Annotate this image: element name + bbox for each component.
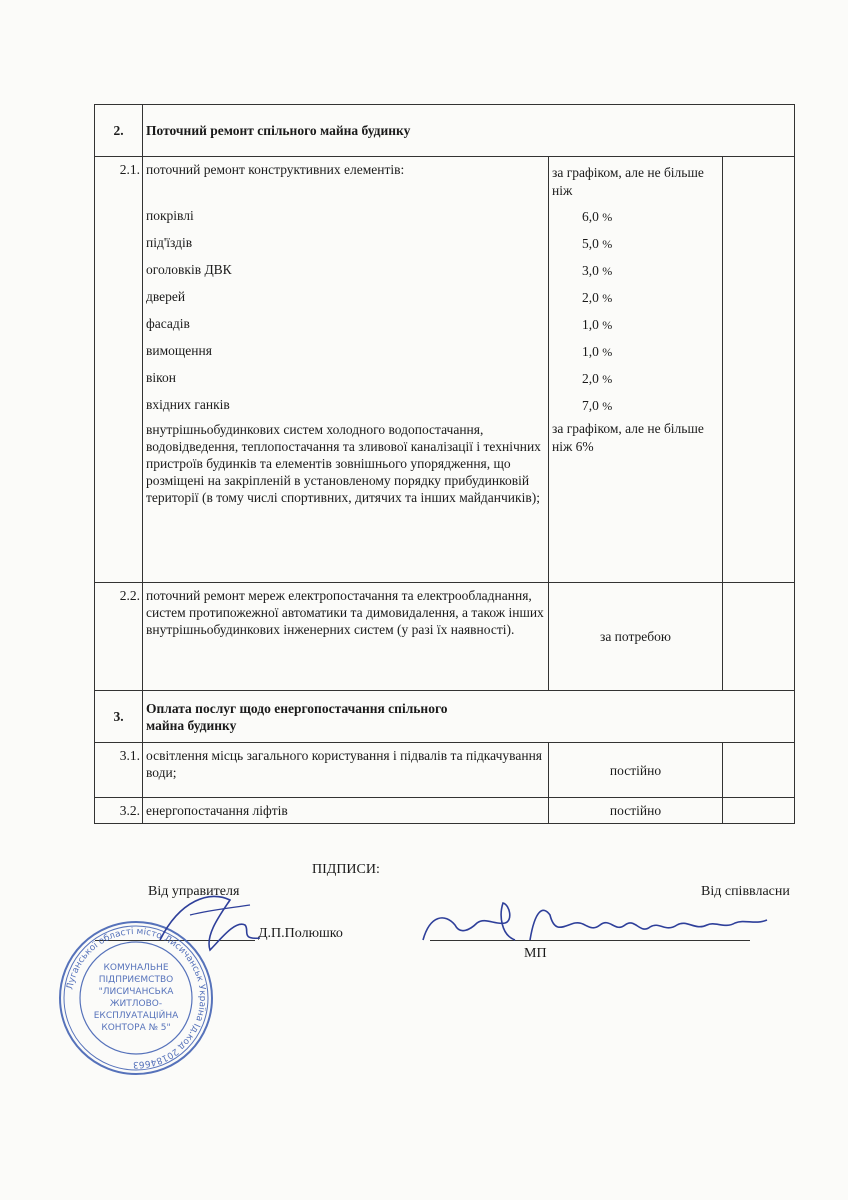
row-number: 3.2. xyxy=(95,798,143,824)
list-item: покрівлі xyxy=(146,208,194,223)
systems-frequency: за графіком, але не більше ніж 6% xyxy=(552,421,704,454)
mp-label: МП xyxy=(524,946,547,961)
row-frequency: за потребою xyxy=(549,583,723,691)
section-title xyxy=(143,691,795,743)
table-row-2-1 xyxy=(95,157,795,583)
section-3-header-row xyxy=(95,691,795,743)
table-row-3-2 xyxy=(95,798,795,824)
percent-value: 5,0 % xyxy=(582,236,613,251)
empty-cell xyxy=(723,583,795,691)
svg-text:Луганської області місто Лис: Луганської області місто Лисичанськ Україна Ід.код 20184663 xyxy=(65,926,208,1070)
svg-text:"ЛИСИЧАНСЬКА: "ЛИСИЧАНСЬКА xyxy=(98,987,174,997)
row-description: поточний ремонт мереж електропостачання та електрообладнання, систем протипожежної автоматики та димовидалення, а також інших внутрішньобудинкових інженерних систем (у разі їх наявності). xyxy=(143,583,549,691)
empty-cell xyxy=(723,743,795,798)
row-number: 3.1. xyxy=(95,743,143,798)
section-number: 3. xyxy=(95,691,143,743)
list-item: фасадів xyxy=(146,316,190,331)
list-item: дверей xyxy=(146,289,186,304)
row-number: 2.2. xyxy=(95,583,143,691)
list-item: оголовків ДВК xyxy=(146,262,232,277)
section-number: 2. xyxy=(95,105,143,157)
list-item: під'їздів xyxy=(146,235,193,250)
svg-text:ПІДПРИЄМСТВО: ПІДПРИЄМСТВО xyxy=(98,975,174,985)
table-row-2-2 xyxy=(95,583,795,691)
row-intro: поточний ремонт конструктивних елементів: xyxy=(146,162,405,177)
services-table xyxy=(94,104,795,824)
list-item: вікон xyxy=(146,370,176,385)
empty-cell xyxy=(723,157,795,583)
svg-text:КОМУНАЛЬНЕ: КОМУНАЛЬНЕ xyxy=(103,963,169,973)
percent-value: 2,0 % xyxy=(582,290,613,305)
percent-value: 1,0 % xyxy=(582,344,613,359)
percent-value: 3,0 % xyxy=(582,263,613,278)
row-description: енергопостачання ліфтів xyxy=(143,798,549,824)
row-frequency: постійно xyxy=(549,798,723,824)
row-description: освітлення місць загального користування і підвалів та підкачування води; xyxy=(143,743,549,798)
svg-text:КОНТОРА № 5": КОНТОРА № 5" xyxy=(101,1023,171,1033)
owner-signature xyxy=(415,895,775,955)
percent-value: 1,0 % xyxy=(582,317,613,332)
manager-signature xyxy=(150,880,270,960)
table-row-3-1 xyxy=(95,743,795,798)
percent-value: 2,0 % xyxy=(582,371,613,386)
section-title-line: майна будинку xyxy=(146,717,237,733)
owners-label: Від співвласни xyxy=(701,884,790,899)
list-item: вимощення xyxy=(146,343,212,358)
row-number: 2.1. xyxy=(95,157,143,583)
percent-value: 6,0 % xyxy=(582,209,613,224)
manager-name: Д.П.Полюшко xyxy=(258,926,343,941)
section-title-line: Оплата послуг щодо енергопостачання спільного xyxy=(146,700,448,716)
svg-text:ЕКСПЛУАТАЦІЙНА: ЕКСПЛУАТАЦІЙНА xyxy=(93,1011,179,1021)
row-description xyxy=(143,157,549,583)
systems-text: внутрішньобудинкових систем холодного водопостачання, водовідведення, теплопостачання та зливової каналізації і технічних пристроїв будинків та елементів зовнішнього упорядження, що розміщені на закріпленій в установленому порядку прибудинковій території (в тому числі спортивних, дитячих та інших майданчиків); xyxy=(146,422,541,505)
svg-text:ЖИТЛОВО-: ЖИТЛОВО- xyxy=(109,999,163,1009)
row-frequency xyxy=(549,157,723,583)
empty-cell xyxy=(723,798,795,824)
section-2-header-row xyxy=(95,105,795,157)
manager-label: Від управителя xyxy=(148,884,240,899)
list-item: вхідних ганків xyxy=(146,397,230,412)
row-frequency: постійно xyxy=(549,743,723,798)
percent-value: 7,0 % xyxy=(582,398,613,413)
signatures-heading: ПІДПИСИ: xyxy=(312,862,380,877)
section-title: Поточний ремонт спільного майна будинку xyxy=(143,105,795,157)
frequency-text: за графіком, але не більше ніж xyxy=(552,165,704,198)
